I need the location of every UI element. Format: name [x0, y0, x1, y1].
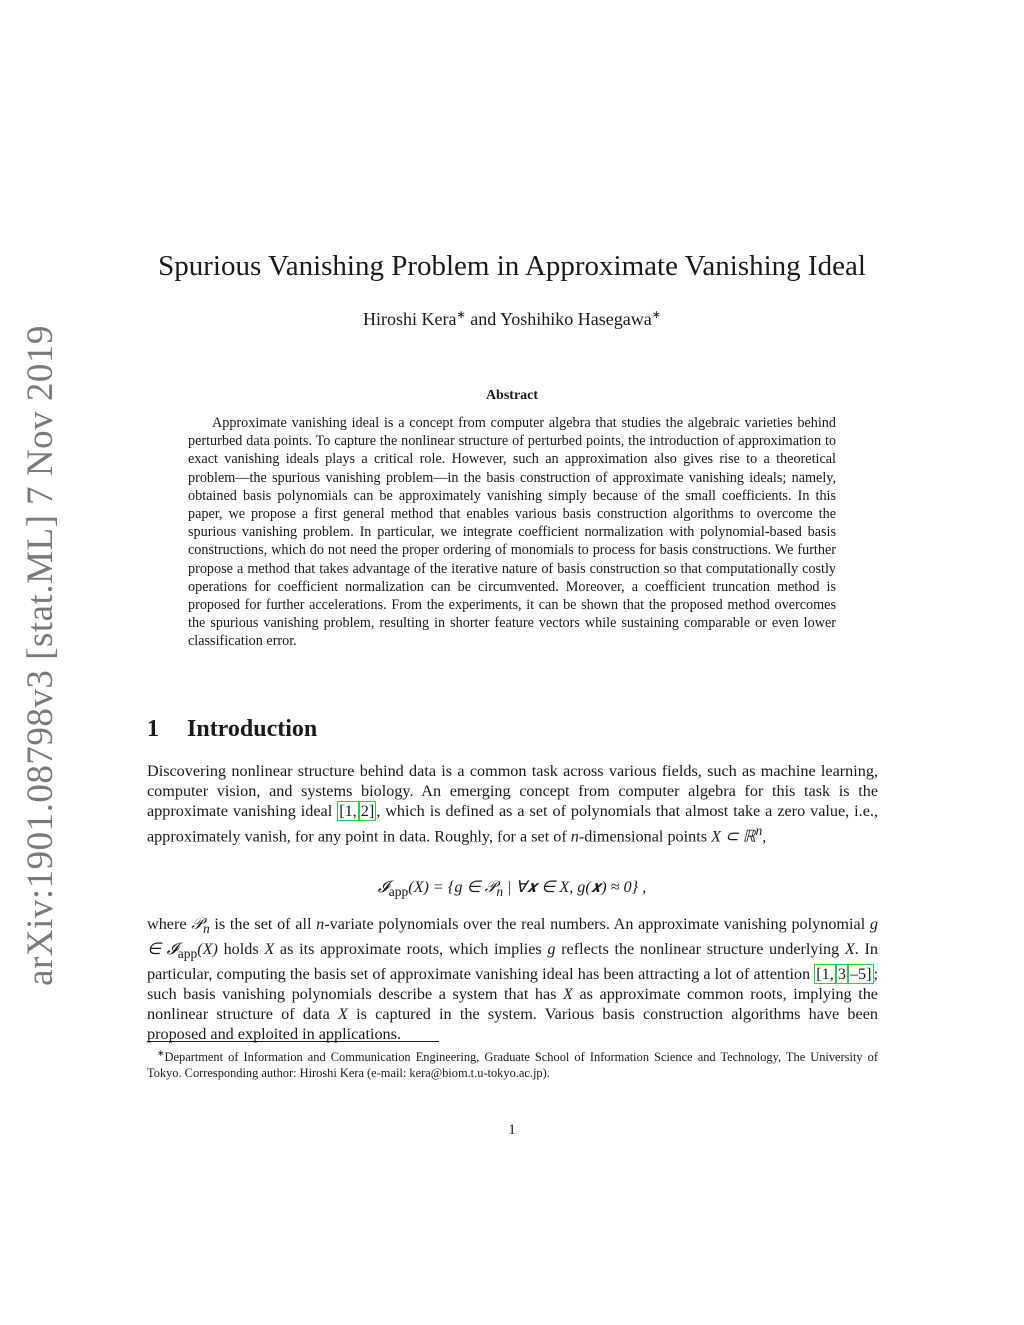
- text-run: is captured in the system. Various basis construction algorithms have been proposed and exploited in applications.: [147, 1005, 878, 1044]
- math-symbol: 𝓘: [377, 878, 389, 896]
- section-title: Introduction: [187, 716, 318, 742]
- text-run: . In particular, computing the basis set of approximate vanishing ideal has been attracting a lot of attention: [147, 940, 878, 984]
- citation-link[interactable]: [1,: [339, 802, 357, 820]
- arxiv-id: arXiv:1901.08798v3 [stat.ML] 7 Nov 2019: [19, 324, 61, 986]
- text-run: , which is defined as a set of polynomials that almost take a zero value, i.e., approximately vanish, for any point in data. Roughly, for a set of: [147, 802, 879, 846]
- citation-link[interactable]: –5]: [849, 965, 872, 984]
- math-expression: X ⊂ ℝ: [711, 827, 756, 846]
- text-run: reflects the nonlinear structure underlying: [555, 940, 845, 959]
- citation-link[interactable]: 2]: [360, 802, 375, 820]
- footnote-divider: [147, 1041, 439, 1042]
- math-expression: | ∀𝒙 ∈ X, g(𝒙) ≈ 0} ,: [503, 878, 647, 896]
- section-number: 1: [147, 716, 159, 742]
- math-variable: g: [547, 940, 556, 959]
- display-equation: [0, 877, 1024, 900]
- math-expression: (X): [197, 940, 218, 959]
- footnote: [147, 1045, 878, 1081]
- intro-paragraph: [147, 761, 878, 846]
- math-variable: X: [264, 940, 275, 959]
- math-subscript: app: [388, 884, 409, 900]
- math-variable: n: [316, 915, 325, 933]
- math-superscript: n: [755, 823, 763, 838]
- text-run: as its approximate roots, which implies: [274, 940, 548, 959]
- text-run: holds: [217, 940, 265, 959]
- math-subscript: app: [177, 946, 198, 962]
- author-list: [0, 308, 1024, 330]
- math-variable: n: [570, 827, 579, 846]
- text-run: is the set of all: [209, 915, 317, 933]
- intro-paragraph: [147, 914, 878, 1044]
- abstract-heading: Abstract: [485, 388, 539, 403]
- text-run: -variate polynomials over the real numbers. An approximate vanishing polynomial: [324, 915, 870, 933]
- citation-link[interactable]: 3: [837, 965, 846, 984]
- arxiv-side-stamp: [5, 324, 75, 986]
- math-variable: X: [338, 1005, 348, 1024]
- footnote-marker[interactable]: ∗: [651, 309, 661, 321]
- math-variable: X: [563, 985, 573, 1004]
- footnote-text: Department of Information and Communication Engineering, Graduate School of Information Science and Technology, The University of Tokyo. Corresponding author: Hiroshi Kera (e-mail: kera@biom.t.u-tokyo.ac.jp).: [147, 1050, 878, 1081]
- abstract-body: Approximate vanishing ideal is a concept from computer algebra that studies the algebraic varieties behind perturbed data points. To capture the nonlinear structure of perturbed points, the introduction of approximation to exact vanishing ideals plays a critical role. However, such an approximation also gives rise to a theoretical problem—the spurious vanishing problem—in the basis construction of approximate vanishing ideals; namely, obtained basis polynomials can be approximately vanishing simply because of the small coefficients. In this paper, we propose a first general method that enables various basis construction algorithms to overcome the spurious vanishing problem. In particular, we integrate coefficient normalization with polynomial-based basis constructions, which do not need the proper ordering of monomials to process for basis constructions. We further propose a method that takes advantage of the iterative nature of basis construction so that computationally costly operations for coefficient normalization can be circumvented. Moreover, a coefficient truncation method is proposed for further accelerations. From the experiments, it can be shown that the proposed method overcomes the spurious vanishing problem, resulting in shorter feature vectors while sustaining comparable or even lower classification error.: [188, 415, 836, 650]
- page-number: 1: [508, 1122, 516, 1138]
- math-symbol: 𝒫: [191, 915, 203, 933]
- footnote-marker: ∗: [157, 1048, 165, 1058]
- math-subscript: n: [202, 921, 210, 937]
- footnote-marker[interactable]: ∗: [456, 309, 466, 321]
- author-conjunction: and: [465, 309, 501, 329]
- author-name: Hiroshi Kera: [363, 309, 457, 329]
- math-expression: (X) = {g ∈ 𝒫: [408, 878, 497, 896]
- text-run: where: [147, 915, 192, 933]
- math-expression: g ∈ 𝓘: [147, 915, 878, 959]
- text-run: ; such basis vanishing polynomials describe a system that has: [147, 965, 878, 1004]
- paper-title: Spurious Vanishing Problem in Approximate Vanishing Ideal: [158, 250, 866, 282]
- math-variable: X: [844, 940, 855, 959]
- text-run: as approximate common roots, implying the nonlinear structure of data: [147, 985, 878, 1024]
- text-run: Discovering nonlinear structure behind data is a common task across various fields, such as machine learning, computer vision, and systems biology. An emerging concept from computer algebra for this task is the approximate vanishing ideal: [147, 762, 878, 820]
- section-heading: [147, 716, 317, 743]
- math-subscript: n: [496, 884, 504, 900]
- text-run: ,: [762, 827, 767, 846]
- text-run: -dimensional points: [578, 827, 712, 846]
- author-name: Yoshihiko Hasegawa: [500, 309, 652, 329]
- citation-link[interactable]: [1,: [816, 965, 834, 984]
